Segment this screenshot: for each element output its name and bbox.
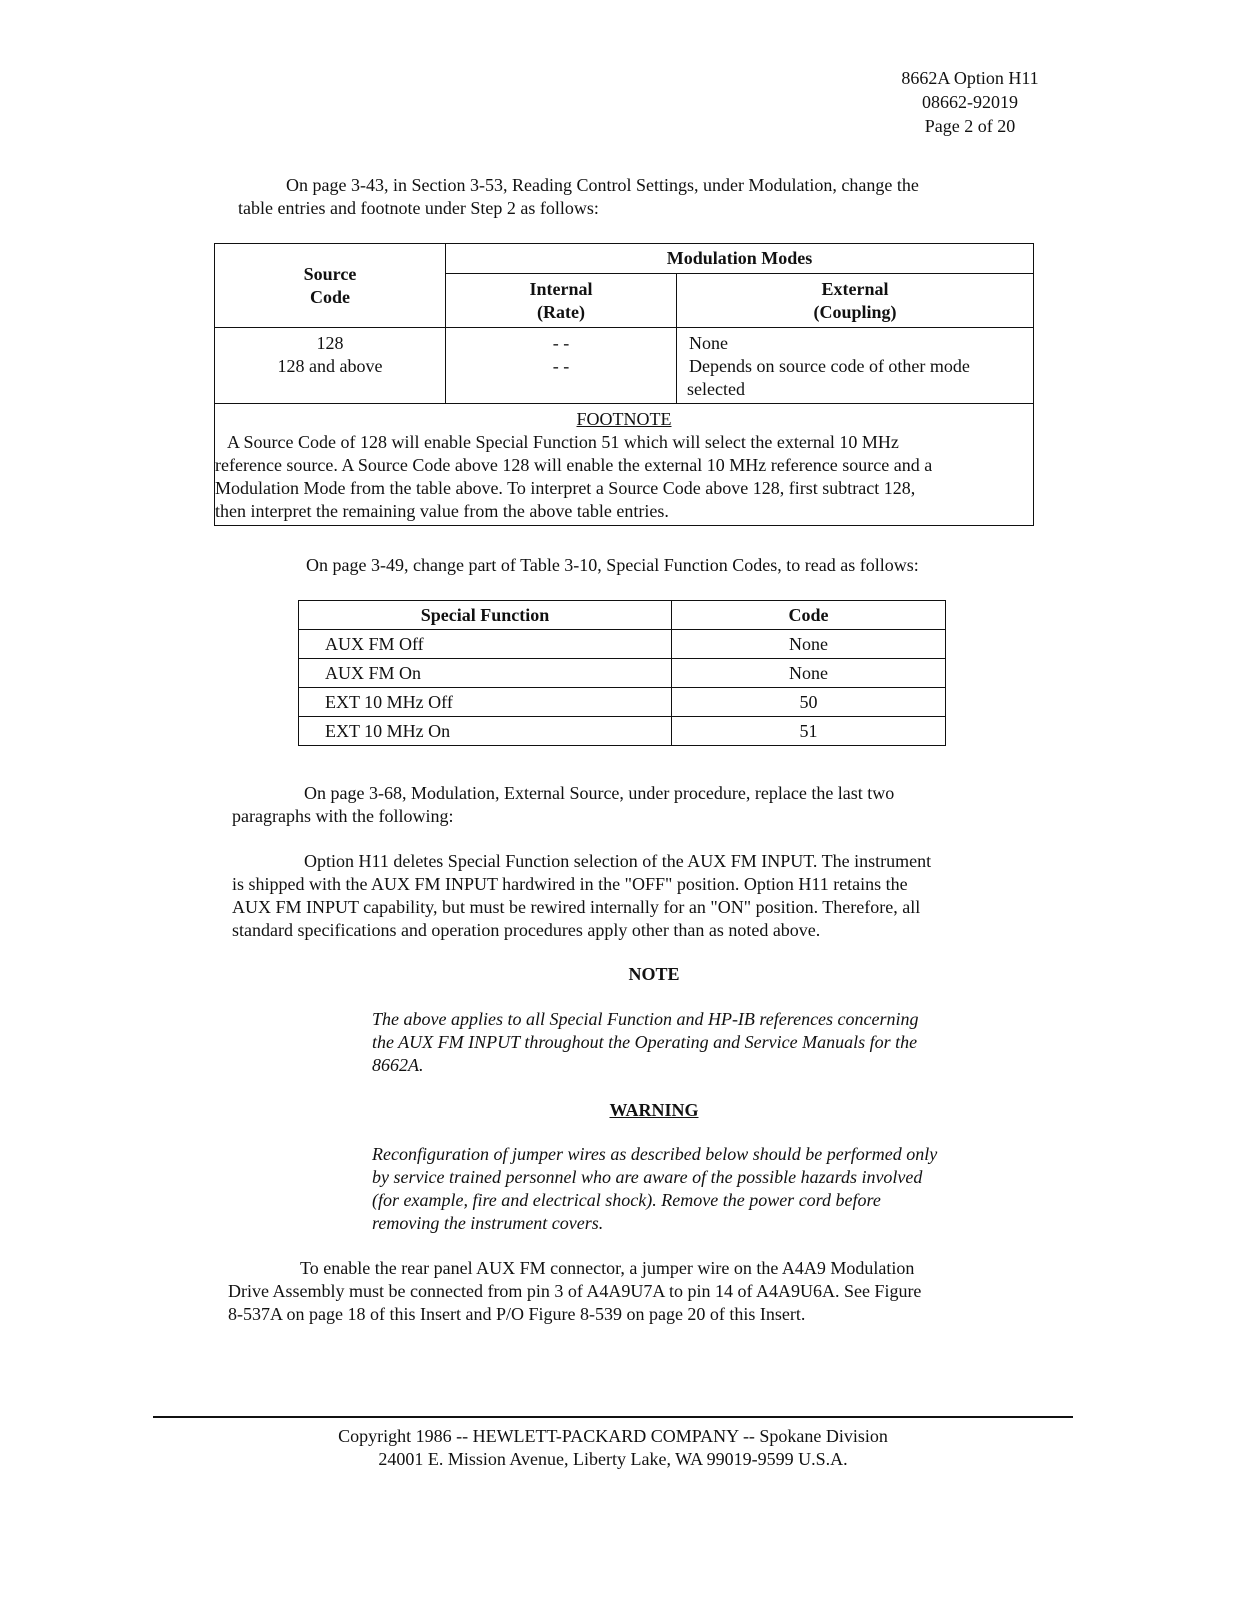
- note-text: The above applies to all Special Function and HP-IB references concerning the AUX FM INPUT throughout the Operating and Service Manuals for the 8662A.: [372, 1009, 919, 1075]
- option-paragraph: Option H11 deletes Special Function selection of the AUX FM INPUT. The instrument is shipped with the AUX FM INPUT hardwired in the "OFF" position. Option H11 retains the AUX FM INPUT capability, but must be rewired internally for an "ON" position. Therefore, all standard specifications and operation procedures apply other than as noted above.: [232, 851, 932, 940]
- table-row: [299, 659, 946, 688]
- table-row: [299, 717, 946, 746]
- footnote-text: reference source. A Source Code above 128 will enable the external 10 MHz reference source and a: [215, 455, 933, 475]
- table-row: [299, 688, 946, 717]
- footer-divider: [153, 1416, 1073, 1418]
- internal-cell: - -: [552, 333, 570, 353]
- modulation-table: [214, 243, 1034, 526]
- footnote-row: [215, 404, 1034, 526]
- doc-part-number: 08662-92019: [922, 92, 1018, 112]
- footnote-text: A Source Code of 128 will enable Special Function 51 which will select the external 10 MHz: [227, 432, 899, 452]
- page-number: Page 2 of 20: [924, 116, 1016, 136]
- footnote-title: FOOTNOTE: [576, 409, 672, 429]
- function-cell: AUX FM Off: [299, 630, 672, 659]
- function-cell: EXT 10 MHz Off: [299, 688, 672, 717]
- copyright-line: Copyright 1986 -- HEWLETT-PACKARD COMPANY -- Spokane Division: [338, 1426, 888, 1446]
- function-cell: AUX FM On: [299, 659, 672, 688]
- note-heading: NOTE: [628, 964, 680, 984]
- function-cell: EXT 10 MHz On: [299, 717, 672, 746]
- external-cell-continued: selected: [687, 379, 745, 399]
- address-line: 24001 E. Mission Avenue, Liberty Lake, WA 99019-9599 U.S.A.: [378, 1449, 848, 1469]
- footnote-text: Modulation Mode from the table above. To interpret a Source Code above 128, first subtract 128,: [215, 478, 916, 498]
- footer: [153, 1425, 1073, 1471]
- code-header: Code: [672, 601, 946, 630]
- table-row: [299, 630, 946, 659]
- code-cell: None: [672, 659, 946, 688]
- internal-cell: - -: [552, 356, 570, 376]
- footnote-text: then interpret the remaining value from the above table entries.: [215, 501, 669, 521]
- table-header-row: [299, 601, 946, 630]
- intro-paragraph: On page 3-43, in Section 3-53, Reading Control Settings, under Modulation, change the table entries and footnote under Step 2 as follows:: [238, 175, 919, 218]
- modulation-modes-header: Modulation Modes: [446, 244, 1034, 274]
- table-row: [215, 328, 1034, 404]
- warning-text: Reconfiguration of jumper wires as described below should be performed only by service trained personnel who are aware of the possible hazards involved (for example, fire and electrical shock). Remove the power cord before removing the instrument covers.: [372, 1144, 938, 1233]
- internal-header: Internal (Rate): [446, 274, 677, 328]
- code-cell: None: [672, 630, 946, 659]
- external-header: External (Coupling): [677, 274, 1034, 328]
- document-header: [895, 66, 1045, 138]
- warning-heading: WARNING: [609, 1100, 699, 1120]
- external-cell: None: [689, 333, 728, 353]
- source-code-cell: 128 and above: [277, 356, 383, 376]
- special-function-table: [298, 600, 946, 746]
- doc-title: 8662A Option H11: [901, 68, 1039, 88]
- source-code-header: Source Code: [215, 244, 446, 328]
- jumper-paragraph: To enable the rear panel AUX FM connector, a jumper wire on the A4A9 Modulation Drive Assembly must be connected from pin 3 of A4A9U7A to pin 14 of A4A9U6A. See Figure 8-537A on page 18 of this Insert and P/O Figure 8-539 on page 20 of this Insert.: [228, 1258, 922, 1324]
- code-cell: 51: [672, 717, 946, 746]
- source-code-cell: 128: [316, 333, 344, 353]
- code-cell: 50: [672, 688, 946, 717]
- special-function-intro: On page 3-49, change part of Table 3-10, Special Function Codes, to read as follows:: [306, 555, 919, 575]
- special-function-header: Special Function: [299, 601, 672, 630]
- replace-paragraph: On page 3-68, Modulation, External Source, under procedure, replace the last two paragraphs with the following:: [232, 783, 895, 826]
- external-cell: Depends on source code of other mode: [689, 356, 970, 376]
